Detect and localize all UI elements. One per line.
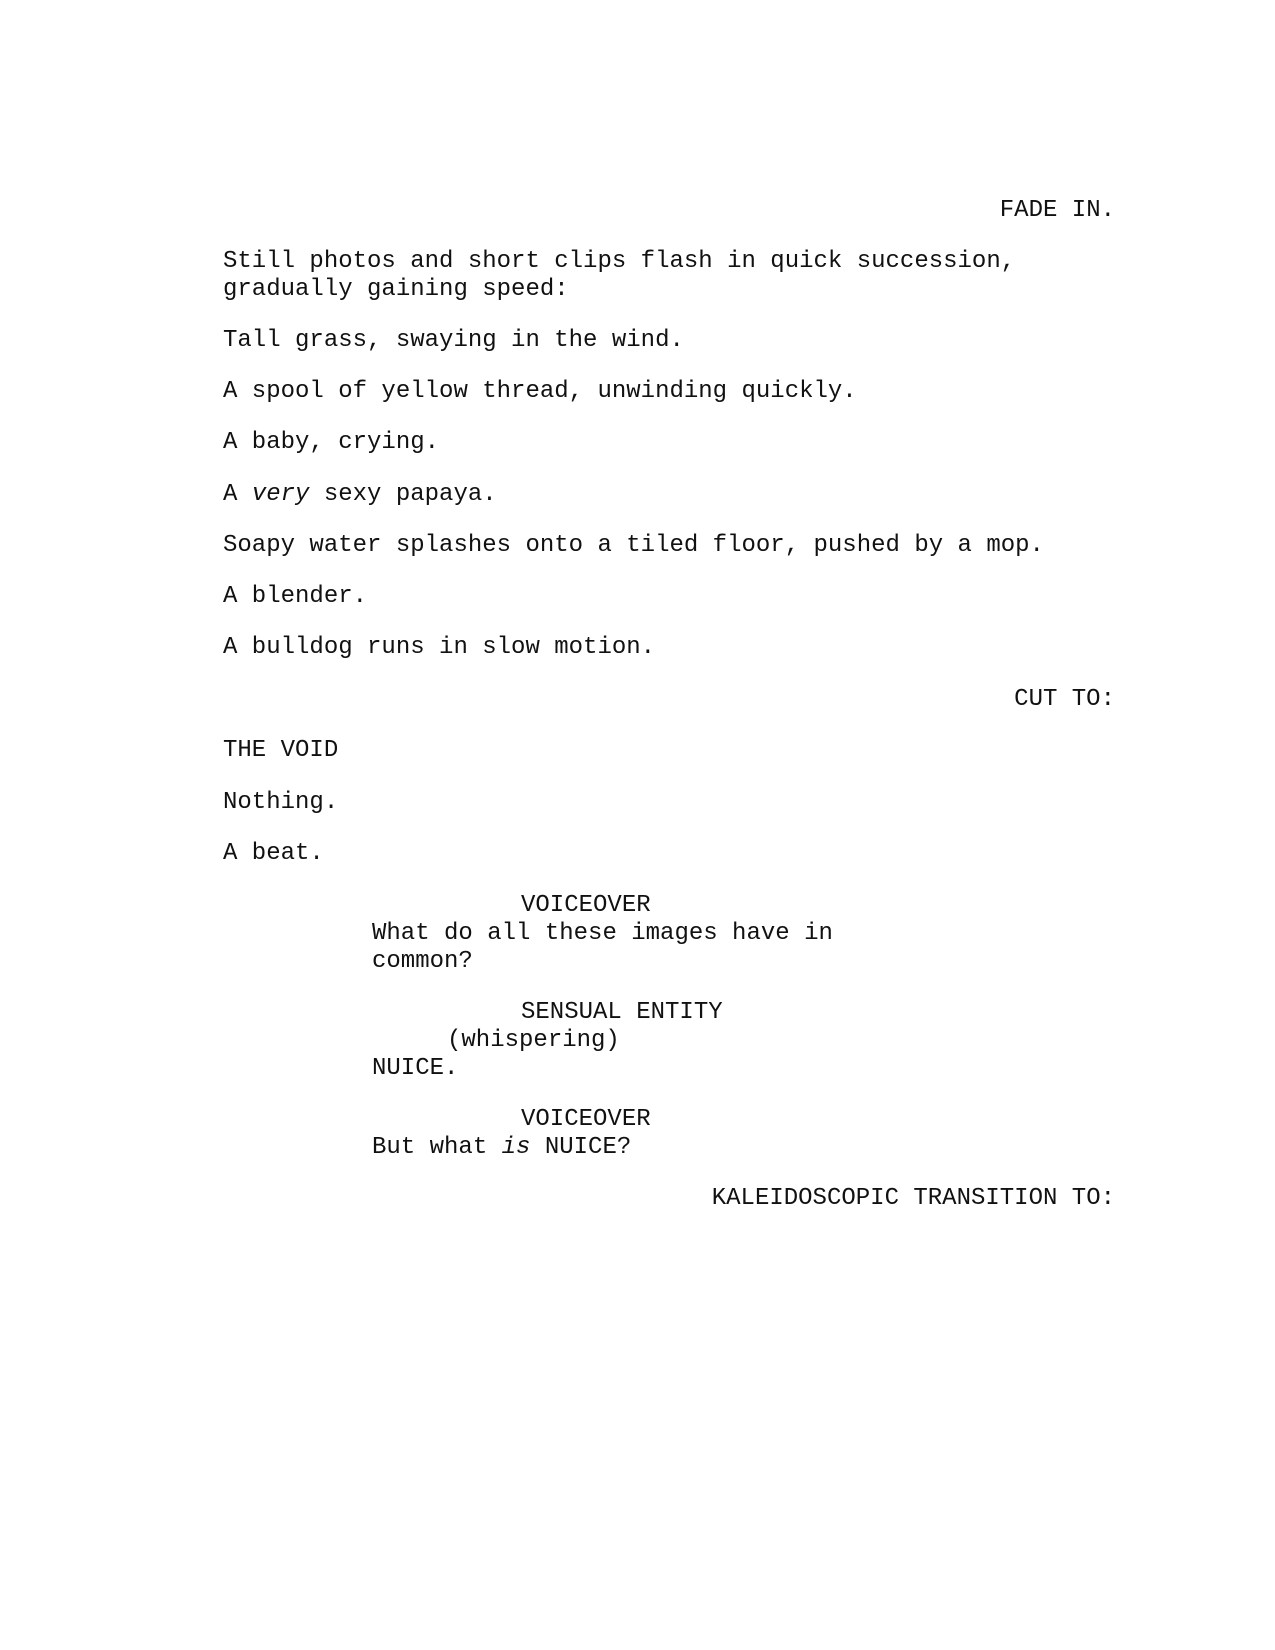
action-line: A blender. xyxy=(223,583,368,610)
action-line: Soapy water splashes onto a tiled floor, pushed by a mop. xyxy=(223,532,1044,559)
action-line: A bulldog runs in slow motion. xyxy=(223,634,656,661)
transition-kaleidoscopic: KALEIDOSCOPIC TRANSITION TO: xyxy=(711,1185,1115,1212)
action-text: A xyxy=(223,481,252,508)
action-line xyxy=(223,481,1123,509)
transition-cut-to: CUT TO: xyxy=(1014,686,1115,713)
character-name: VOICEOVER xyxy=(521,1106,651,1133)
parenthetical: (whispering) xyxy=(447,1027,620,1054)
dialogue-text: NUICE? xyxy=(530,1134,632,1161)
scene-heading: THE VOID xyxy=(223,737,339,764)
transition-fade-in: FADE IN. xyxy=(999,197,1115,224)
dialogue-text: But what xyxy=(372,1134,502,1161)
action-line: A baby, crying. xyxy=(223,429,440,456)
emphasis-text: is xyxy=(501,1134,531,1161)
emphasis-text: very xyxy=(251,481,310,508)
dialogue-line xyxy=(372,1134,872,1162)
character-name: VOICEOVER xyxy=(521,892,651,919)
character-name: SENSUAL ENTITY xyxy=(521,999,723,1026)
action-line: gradually gaining speed: xyxy=(223,276,569,303)
action-text: sexy papaya. xyxy=(309,481,497,508)
action-line: Nothing. xyxy=(223,789,339,816)
action-line: A spool of yellow thread, unwinding quickly. xyxy=(223,378,857,405)
dialogue-line: NUICE. xyxy=(372,1055,459,1082)
action-line: Tall grass, swaying in the wind. xyxy=(223,327,684,354)
action-line: Still photos and short clips flash in quick succession, xyxy=(223,248,1016,275)
dialogue-line: common? xyxy=(372,948,473,975)
action-line: A beat. xyxy=(223,840,324,867)
dialogue-line: What do all these images have in xyxy=(372,920,833,947)
